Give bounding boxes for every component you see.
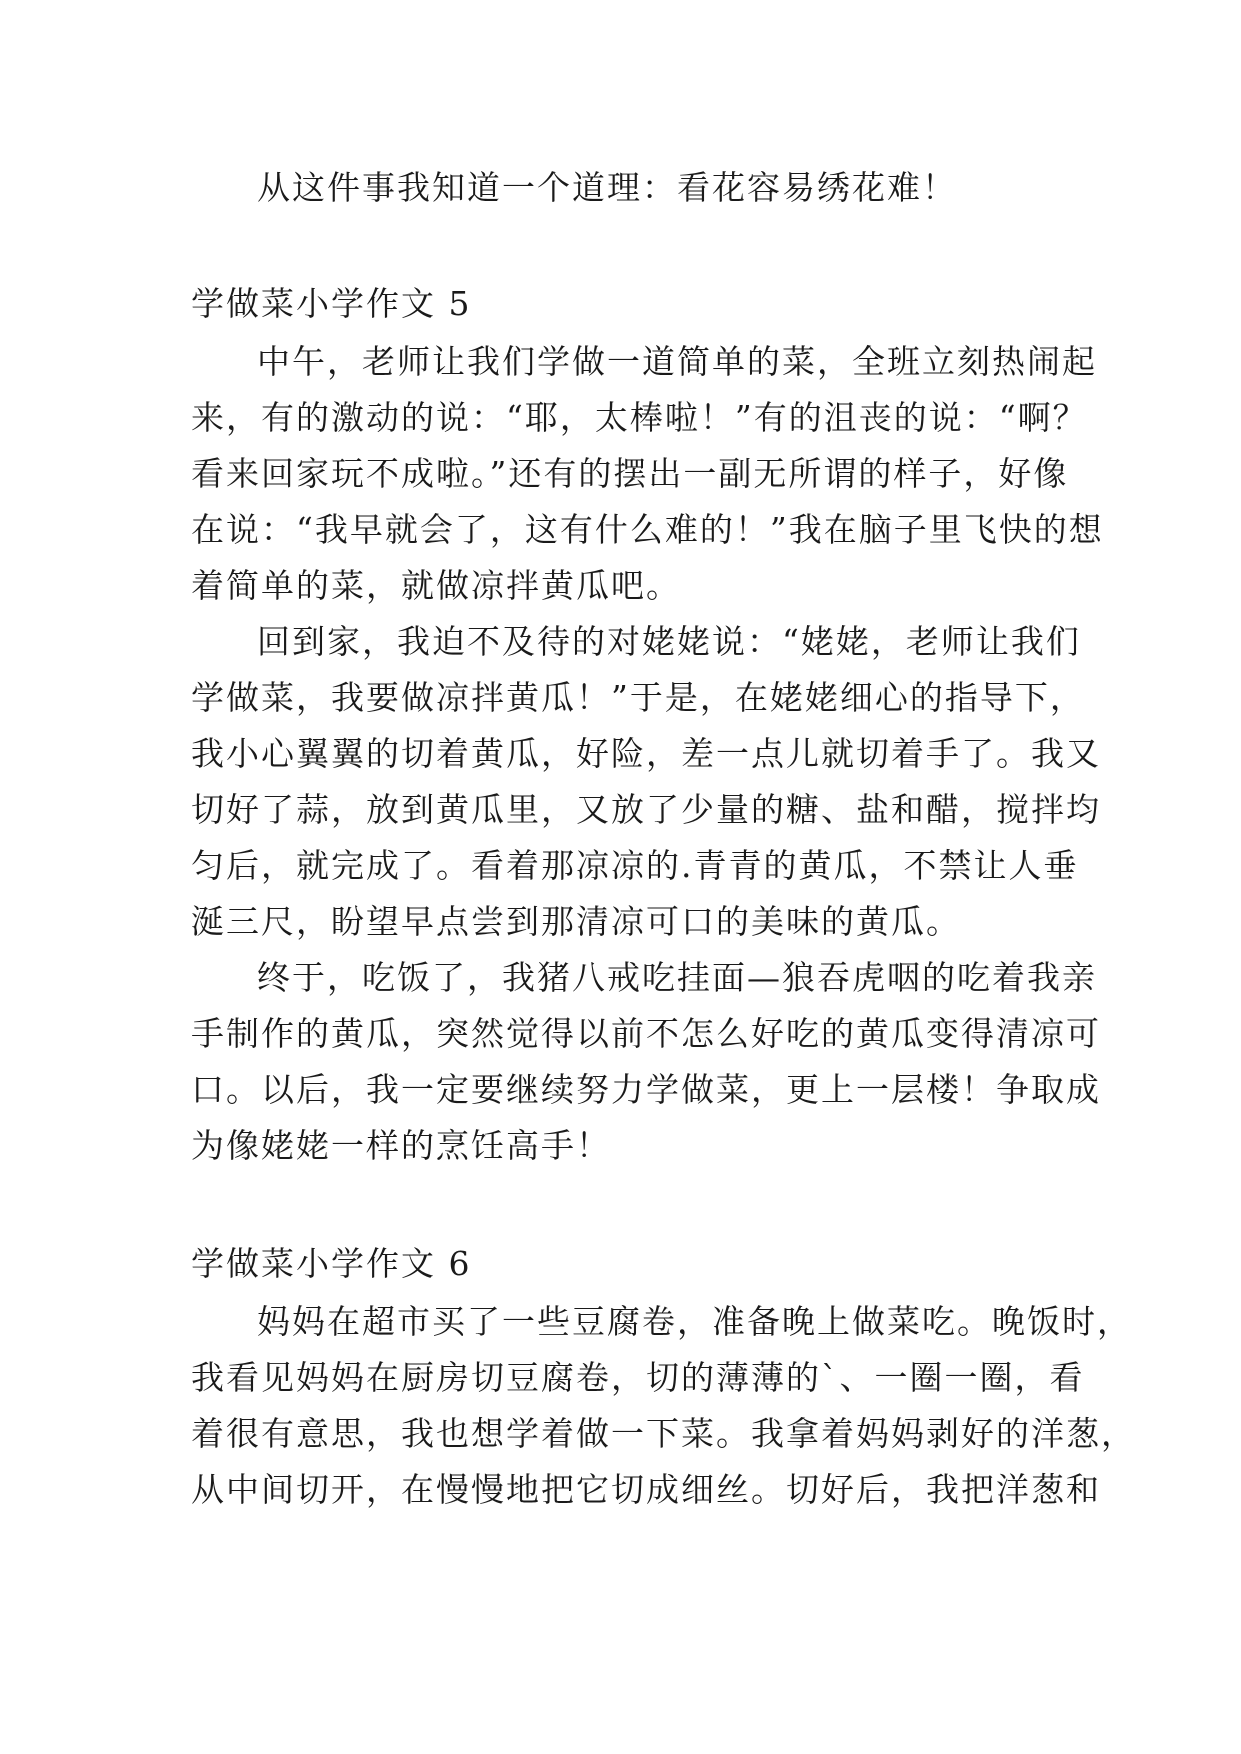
paragraph-line: 涎三尺，盼望早点尝到那清凉可口的美味的黄瓜。 [191,902,961,941]
paragraph-line: 看来回家玩不成啦。”还有的摆出一副无所谓的样子，好像 [191,454,1069,493]
paragraph-line: 我看见妈妈在厨房切豆腐卷，切的薄薄的`、一圈一圈，看 [191,1358,1085,1397]
paragraph-line: 匀后，就完成了。看着那凉凉的.青青的黄瓜，不禁让人垂 [191,846,1079,885]
paragraph-line: 从中间切开，在慢慢地把它切成细丝。切好后，我把洋葱和 [191,1470,1101,1509]
intro-line: 从这件事我知道一个道理：看花容易绣花难！ [257,168,957,207]
paragraph-line: 为像姥姥一样的烹饪高手！ [191,1126,611,1165]
paragraph-line: 学做菜，我要做凉拌黄瓜！”于是，在姥姥细心的指导下， [191,678,1085,717]
paragraph-line: 着简单的菜，就做凉拌黄瓜吧。 [191,566,681,605]
paragraph-line: 妈妈在超市买了一些豆腐卷，准备晚上做菜吃。晚饭时， [257,1302,1132,1341]
paragraph-line: 切好了蒜，放到黄瓜里，又放了少量的糖、盐和醋，搅拌均 [191,790,1101,829]
paragraph-line: 着很有意思，我也想学着做一下菜。我拿着妈妈剥好的洋葱， [191,1414,1136,1453]
section-heading-6: 学做菜小学作文 6 [191,1244,472,1283]
paragraph-line: 口。以后，我一定要继续努力学做菜，更上一层楼！争取成 [191,1070,1101,1109]
paragraph-line: 在说：“我早就会了，这有什么难的！”我在脑子里飞快的想 [191,510,1104,549]
paragraph-line: 终于，吃饭了，我猪八戒吃挂面—狼吞虎咽的吃着我亲 [257,958,1097,997]
paragraph-line: 我小心翼翼的切着黄瓜，好险，差一点儿就切着手了。我又 [191,734,1101,773]
paragraph-line: 中午，老师让我们学做一道简单的菜，全班立刻热闹起 [257,342,1097,381]
paragraph-line: 回到家，我迫不及待的对姥姥说：“姥姥，老师让我们 [257,622,1081,661]
section-heading-5: 学做菜小学作文 5 [191,284,472,323]
paragraph-line: 手制作的黄瓜，突然觉得以前不怎么好吃的黄瓜变得清凉可 [191,1014,1101,1053]
paragraph-line: 来，有的激动的说：“耶，太棒啦！”有的沮丧的说：“啊？ [191,398,1088,437]
